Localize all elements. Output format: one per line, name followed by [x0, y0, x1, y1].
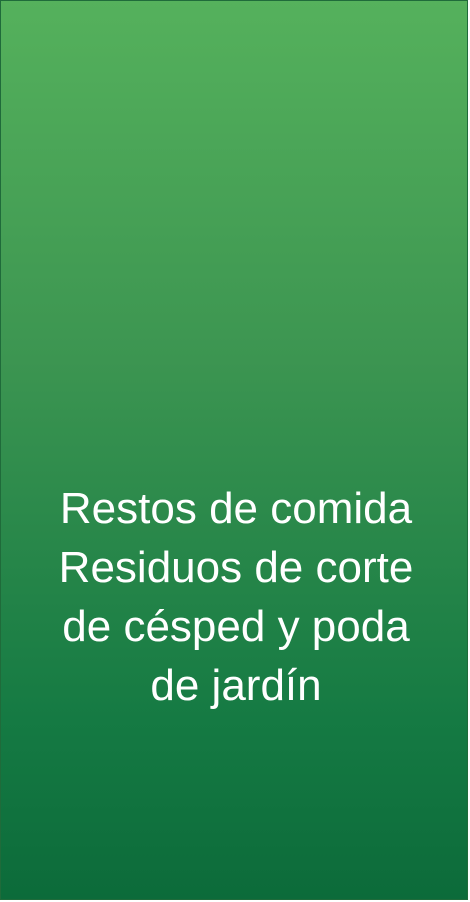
- caption-line-grass-clippings: Residuos de corte: [58, 543, 414, 592]
- caption-line-garden: de jardín: [150, 661, 322, 710]
- caption-line-lawn-pruning: de césped y poda: [62, 602, 410, 651]
- caption-line-food-scraps: Restos de comida: [59, 484, 413, 533]
- card-caption: [1, 479, 470, 715]
